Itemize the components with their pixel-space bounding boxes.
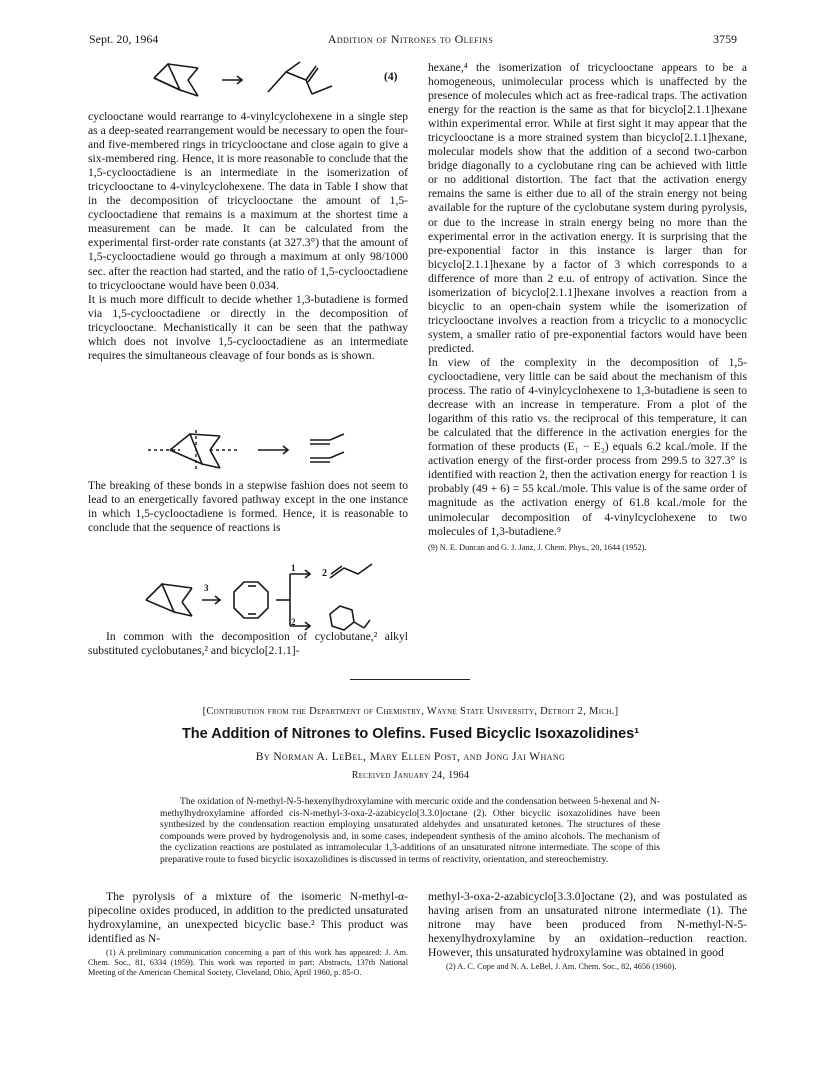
footnote-2: (2) A. C. Cope and N. A. LeBel, J. Am. Chem. Soc., 82, 4656 (1960).: [446, 962, 677, 972]
branch-label-1: 1: [291, 563, 296, 573]
product-coefficient-2: 2: [322, 568, 327, 579]
right-paragraph-1: hexane,⁴ the isomerization of tricyclooctane appears to be a homogeneous, unimolecular process which is unaffected by the presence of molecules which act as free-radical traps. The activation energy for the reaction is the same as that for bicyclo[2.1.1]hexane within experimental error. While at first sight it may appear that the tricyclooctane is a more strained system than bicyclo[2.1.1]hexane, molecular models show that the addition of a second two-carbon bridge diagonally to a cyclobutane ring can be achieved with little or no additional distortion. The fact that the activation energy remains the same is either due to all of the strain energy not being available for the rupture of the cyclobutane system during pyrolysis, or due to the increase in strain energy being no more than the experimental error in the activation energy. It is surprising that the pre-exponential factor in this instance is larger than for bicyclo[2.1.1]hexane by a factor of 3 which corresponds to a difference of more than 2 e.u. of entropy of activation. Since the isomerization of bicyclo[2.1.1]hexane involves a reaction from a bicyclic to an open-chain system while the isomerization of tricyclooctane involves a reaction from a tricyclic to a monocyclic system, a smaller ratio of pre-exponential factors would have been predicted.: [428, 61, 747, 355]
left-column-cont: [88, 479, 408, 535]
left-column-end: [88, 630, 408, 658]
header-page-number: 3759: [713, 32, 737, 46]
article-authors: By Norman A. LeBel, Mary Ellen Post, and Jong Jai Whang: [255, 751, 566, 763]
article-title: The Addition of Nitrones to Olefins. Fused Bicyclic Isoxazolidines¹: [181, 726, 640, 742]
left-paragraph-2: It is much more difficult to decide whether 1,3-butadiene is formed via 1,5-cyclooctadiene or directly in the decomposition of tricyclooctane. Mechanistically it can be seen that the pathway which does not involve 1,5-cyclooctadiene as an intermediate requires the simultaneous cleavage of four bonds as is shown.: [88, 292, 408, 362]
article-body-right: methyl-3-oxa-2-azabicyclo[3.3.0]octane (2), and was postulated as having arisen from an unsaturated nitrone intermediate (1). The nitrone may have been produced from N-methyl-N-5-hexenylhydroxylamine by an oxidation–reduction reaction. However, this unsaturated hydroxylamine was obtained in good: [428, 890, 747, 960]
header-date: Sept. 20, 1964: [89, 32, 159, 46]
contribution-line: [Contribution from the Department of Chemistry, Wayne State University, Detroit 2, Mich.]: [202, 706, 619, 717]
left-paragraph-4: In common with the decomposition of cyclobutane,² alkyl substituted cyclobutanes,² and bicyclo[2.1.1]-: [88, 630, 408, 658]
branch-label-2: 2: [291, 617, 296, 627]
article-right-column: [428, 890, 747, 972]
footnote-1: (1) A preliminary communication concerning a part of this work has appeared: J. Am. Chem. Soc., 81, 6334 (1959). This work was reported in part: Abstracts, 137th National Meeting of the American Chemical Society, Cleveland, Ohio, April 1960, p. 85-O.: [88, 948, 408, 978]
left-column: [88, 110, 408, 363]
reaction-sequence-figure: [140, 560, 400, 635]
right-paragraph-2: In view of the complexity in the decomposition of 1,5-cyclooctadiene, very little can be said about the mechanism of this process. The ratio of 4-vinylcyclohexene to 1,3-butadiene is seen to decrease with an increase in temperature. From a plot of the logarithm of this ratio vs. the reciprocal of this temperature, it can be calculated that the difference in the activation energies for the formation of these products (E₁ − E₂) equals 6.2 kcal./mole. If the activation energy of the first-order process from 299.5 to 327.3° is identified with reaction 2, then the activation energy for reaction 1 is probably (49 + 6) = 55 kcal./mole. This value is of the same order of magnitude as the activation energy of 61.8 kcal./mole for the unimolecular decomposition of 4-vinylcyclohexene to two molecules of 1,3-butadiene.⁹: [428, 355, 747, 538]
section-rule: [350, 679, 470, 680]
arrow-label-3: 3: [204, 583, 209, 593]
abstract: [160, 796, 660, 866]
header-running-title: Addition of Nitrones to Olefins: [327, 32, 494, 46]
scheme-4-structures: [140, 56, 370, 104]
left-paragraph-3: The breaking of these bonds in a stepwise fashion does not seem to lead to an energetically favored pathway except in the one instance in which 1,5-cyclooctadiene is formed. Hence, it is reasonable to conclude that the sequence of reactions is: [88, 479, 408, 535]
scheme-4-label: (4): [384, 71, 398, 83]
running-header: [0, 32, 821, 52]
left-paragraph-1: cyclooctane would rearrange to 4-vinylcyclohexene in a single step as a deep-seated rearrangement would be necessary to open the four- and five-membered rings in tricyclooctane and close again to give a six-membered ring. Hence, it is more reasonable to conclude that the 1,5-cyclooctadiene is an intermediate in the isomerization of tricyclooctane to 4-vinylcyclohexene. The data in Table I show that in the decomposition of tricyclooctane the amount of 1,5-cyclooctadiene that remains is a maximum at the shortest time a measurement can be made. It can be calculated from the experimental first-order rate constants (at 327.3°) that the amount of 1,5-cyclooctadiene would go through a maximum at only 98/1000 sec. after the reaction had started, and the ratio of 1,5-cyclooctadiene to tricyclooctane would have been 0.034.: [88, 110, 408, 292]
received-date: Received January 24, 1964: [351, 770, 470, 781]
right-column: [428, 61, 747, 553]
bond-cleavage-figure: [140, 428, 380, 474]
footnote-9: (9) N. E. Duncan and G. J. Janz, J. Chem. Phys., 20, 1644 (1952).: [428, 542, 647, 552]
abstract-text: The oxidation of N-methyl-N-5-hexenylhydroxylamine with mercuric oxide and the condensation between 5-hexenal and N-methylhydroxylamine afforded cis-N-methyl-3-oxa-2-azabicyclo[3.3.0]octane (2). Other bicyclic isoxazolidines have been synthesized by the condensation reaction employing unsaturated aldehydes and unsaturated ketones. The structures of these compounds were proved by hydrogenolysis and, in some cases, independent synthesis of the amino alcohols. The mechanism of the cyclization reactions are postulated as intramolecular 1,3-additions of an unsaturated nitrone intermediate. The scope of this preparative route to fused bicyclic isoxazolidines is discussed in terms of reactivity, orientation, and stereochemistry.: [160, 796, 660, 865]
article-left-column: [88, 890, 408, 978]
article-body-left: The pyrolysis of a mixture of the isomeric N-methyl-α-pipecoline oxides produced, in addition to the predicted unsaturated hydroxylamine, an unexpected bicyclic base.² This product was identified as N-: [88, 890, 408, 946]
